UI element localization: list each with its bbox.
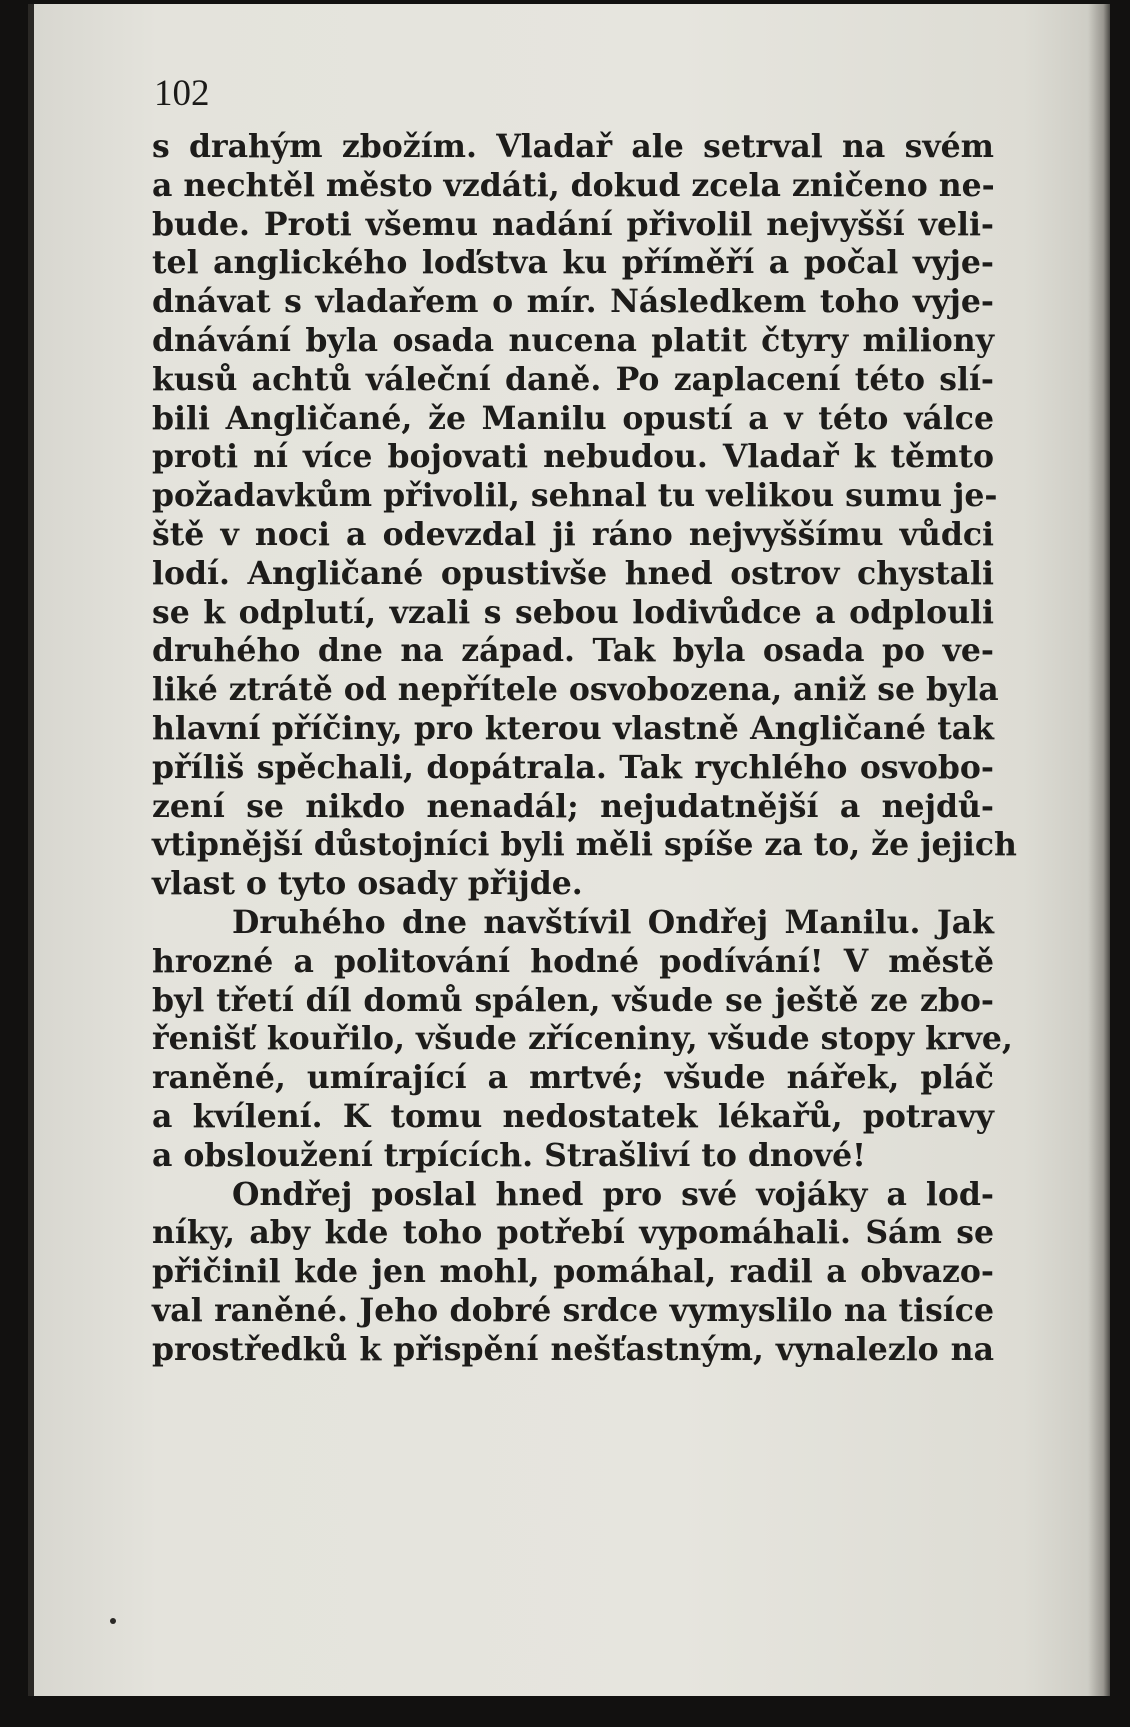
text-line: ště v noci a odevzdal ji ráno nejvyššímu vůdci: [152, 515, 994, 553]
text-line: liké ztrátě od nepřítele osvobozena, aniž se byla: [152, 671, 999, 709]
text-line: přičinil kde jen mohl, pomáhal, radil a obvazo-: [152, 1253, 994, 1291]
text-line: vtipnější důstojníci byli měli spíše za to, že jejich: [152, 826, 1017, 864]
paragraph-end-line: a obsloužení trpících. Strašliví to dnové!: [152, 1136, 866, 1174]
text-line: hlavní příčiny, pro kterou vlastně Angličané tak: [152, 709, 994, 747]
paragraph-end-line: vlast o tyto osady přijde.: [152, 865, 583, 903]
text-line: byl třetí díl domů spálen, všude se ještě ze zbo-: [152, 981, 994, 1019]
page-edge-shadow: [28, 4, 34, 1696]
text-line: kusů achtů váleční daně. Po zaplacení této slí-: [152, 360, 994, 398]
text-line: dnávání byla osada nucena platit čtyry miliony: [152, 321, 994, 359]
text-line: bude. Proti všemu nadání přivolil nejvyšší veli-: [152, 205, 994, 243]
page-number: 102: [154, 73, 210, 114]
text-line: níky, aby kde toho potřebí vypomáhali. Sám se: [152, 1214, 994, 1252]
text-line: lodí. Angličané opustivše hned ostrov chystali: [152, 554, 994, 592]
text-line: bili Angličané, že Manilu opustí a v této válce: [152, 399, 994, 437]
paragraph-start-line: Druhého dne navštívil Ondřej Manilu. Jak: [232, 903, 994, 941]
text-line: příliš spěchali, dopátrala. Tak rychlého osvobo-: [152, 748, 994, 786]
text-line: proti ní více bojovati nebudou. Vladař k těmto: [152, 438, 994, 476]
text-line: se k odplutí, vzali s sebou lodivůdce a odplouli: [152, 593, 994, 631]
text-line: zení se nikdo nenadál; nejudatnější a nejdů-: [152, 787, 994, 825]
text-line: tel anglického loďstva ku příměří a počal vyje-: [152, 244, 994, 282]
ink-speck: [110, 1618, 116, 1624]
text-line: řenišť kouřilo, všude zříceniny, všude stopy krve,: [152, 1020, 1013, 1058]
text-line: dnávat s vladařem o mír. Následkem toho vyje-: [152, 283, 994, 321]
text-line: prostředků k přispění nešťastným, vynalezlo na: [152, 1330, 994, 1368]
text-line: val raněné. Jeho dobré srdce vymyslilo na tisíce: [152, 1291, 994, 1329]
text-line: s drahým zbožím. Vladař ale setrval na svém: [152, 128, 994, 165]
text-line: raněné, umírající a mrtvé; všude nářek, pláč: [152, 1059, 994, 1097]
body-text: [152, 128, 1017, 1370]
text-line: a nechtěl město vzdáti, dokud zcela zničeno ne-: [152, 166, 995, 204]
text-line: požadavkům přivolil, sehnal tu velikou sumu je-: [152, 477, 998, 515]
text-line: druhého dne na západ. Tak byla osada po ve-: [152, 632, 994, 670]
text-line: a kvílení. K tomu nedostatek lékařů, potravy: [152, 1097, 994, 1135]
paragraph-start-line: Ondřej poslal hned pro své vojáky a lod-: [232, 1175, 994, 1213]
text-line: hrozné a politování hodné podívání! V městě: [152, 942, 994, 980]
